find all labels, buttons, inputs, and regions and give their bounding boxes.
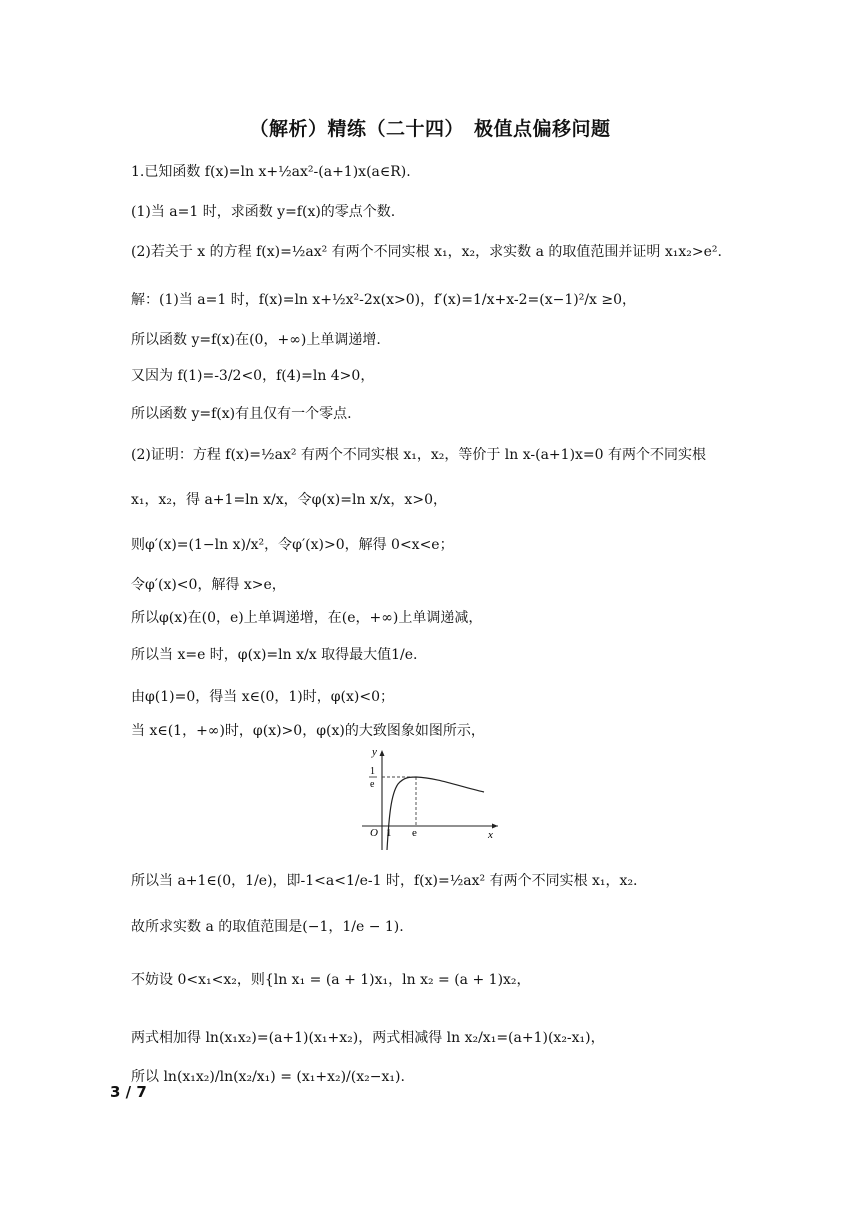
solution-part-1: 解：(1)当 a=1 时，f(x)=ln x+½x²-2x(x>0)，f′(x)=1/x+x-2=(x−1)²/x ≥0， [131, 292, 637, 308]
solution-line: 所以函数 y=f(x)在(0，+∞)上单调递增. [131, 332, 381, 348]
page-title: （解析）精练（二十四） 极值点偏移问题 [249, 118, 611, 140]
page-number: 3 / 7 [110, 1083, 147, 1101]
phi-curve [387, 777, 484, 850]
solution-line: x₁，x₂，得 a+1=ln x/x，令φ(x)=ln x/x，x>0， [131, 492, 447, 508]
origin-label: O [370, 827, 378, 839]
solution-line: 当 x∈(1，+∞)时，φ(x)>0，φ(x)的大致图象如图所示， [131, 723, 485, 739]
question-2: (2)若关于 x 的方程 f(x)=½ax² 有两个不同实根 x₁，x₂，求实数 a 的取值范围并证明 x₁x₂>e². [131, 244, 722, 260]
range-conclusion: 故所求实数 a 的取值范围是(−1，1/e − 1). [131, 919, 404, 935]
solution-line: 两式相加得 ln(x₁x₂)=(a+1)(x₁+x₂)，两式相减得 ln x₂/x₁=(a+1)(x₂-x₁)， [131, 1030, 605, 1046]
x-axis-label: x [488, 829, 493, 841]
ytick-numerator: 1 [370, 766, 375, 777]
tick-label-e: e [412, 827, 417, 839]
solution-line: 所以函数 y=f(x)有且仅有一个零点. [131, 406, 352, 422]
y-axis-arrow [380, 750, 385, 756]
solution-line: 所以当 x=e 时，φ(x)=ln x/x 取得最大值1/e. [131, 647, 418, 663]
equation-system: 不妨设 0<x₁<x₂，则{ln x₁ = (a + 1)x₁，ln x₂ = (a + 1)x₂， [131, 972, 531, 988]
tick-label-one: 1 [386, 827, 392, 839]
solution-line: 又因为 f(1)=-3/2<0，f(4)=ln 4>0， [131, 368, 375, 384]
x-axis-arrow [492, 824, 498, 829]
solution-line: 所以 ln(x₁x₂)/ln(x₂/x₁) = (x₁+x₂)/(x₂−x₁). [131, 1069, 405, 1085]
solution-line: 所以φ(x)在(0，e)上单调递增，在(e，+∞)上单调递减， [131, 610, 483, 626]
solution-part-2: (2)证明：方程 f(x)=½ax² 有两个不同实根 x₁，x₂，等价于 ln x-(a+1)x=0 有两个不同实根 [131, 447, 707, 463]
solution-line: 所以当 a+1∈(0，1/e)，即-1<a<1/e-1 时，f(x)=½ax² 有两个不同实根 x₁，x₂. [131, 873, 638, 889]
solution-line: 由φ(1)=0，得当 x∈(0，1)时，φ(x)<0； [131, 689, 394, 705]
solution-line: 令φ′(x)<0，解得 x>e， [131, 577, 286, 593]
solution-line: 则φ′(x)=(1−ln x)/x²，令φ′(x)>0，解得 0<x<e； [131, 537, 454, 553]
ytick-denominator: e [370, 779, 375, 790]
question-1: (1)当 a=1 时，求函数 y=f(x)的零点个数. [131, 204, 396, 220]
phi-graph [358, 746, 502, 852]
y-axis-label: y [372, 746, 377, 758]
problem-statement: 1.已知函数 f(x)=ln x+½ax²-(a+1)x(a∈R). [131, 164, 411, 180]
